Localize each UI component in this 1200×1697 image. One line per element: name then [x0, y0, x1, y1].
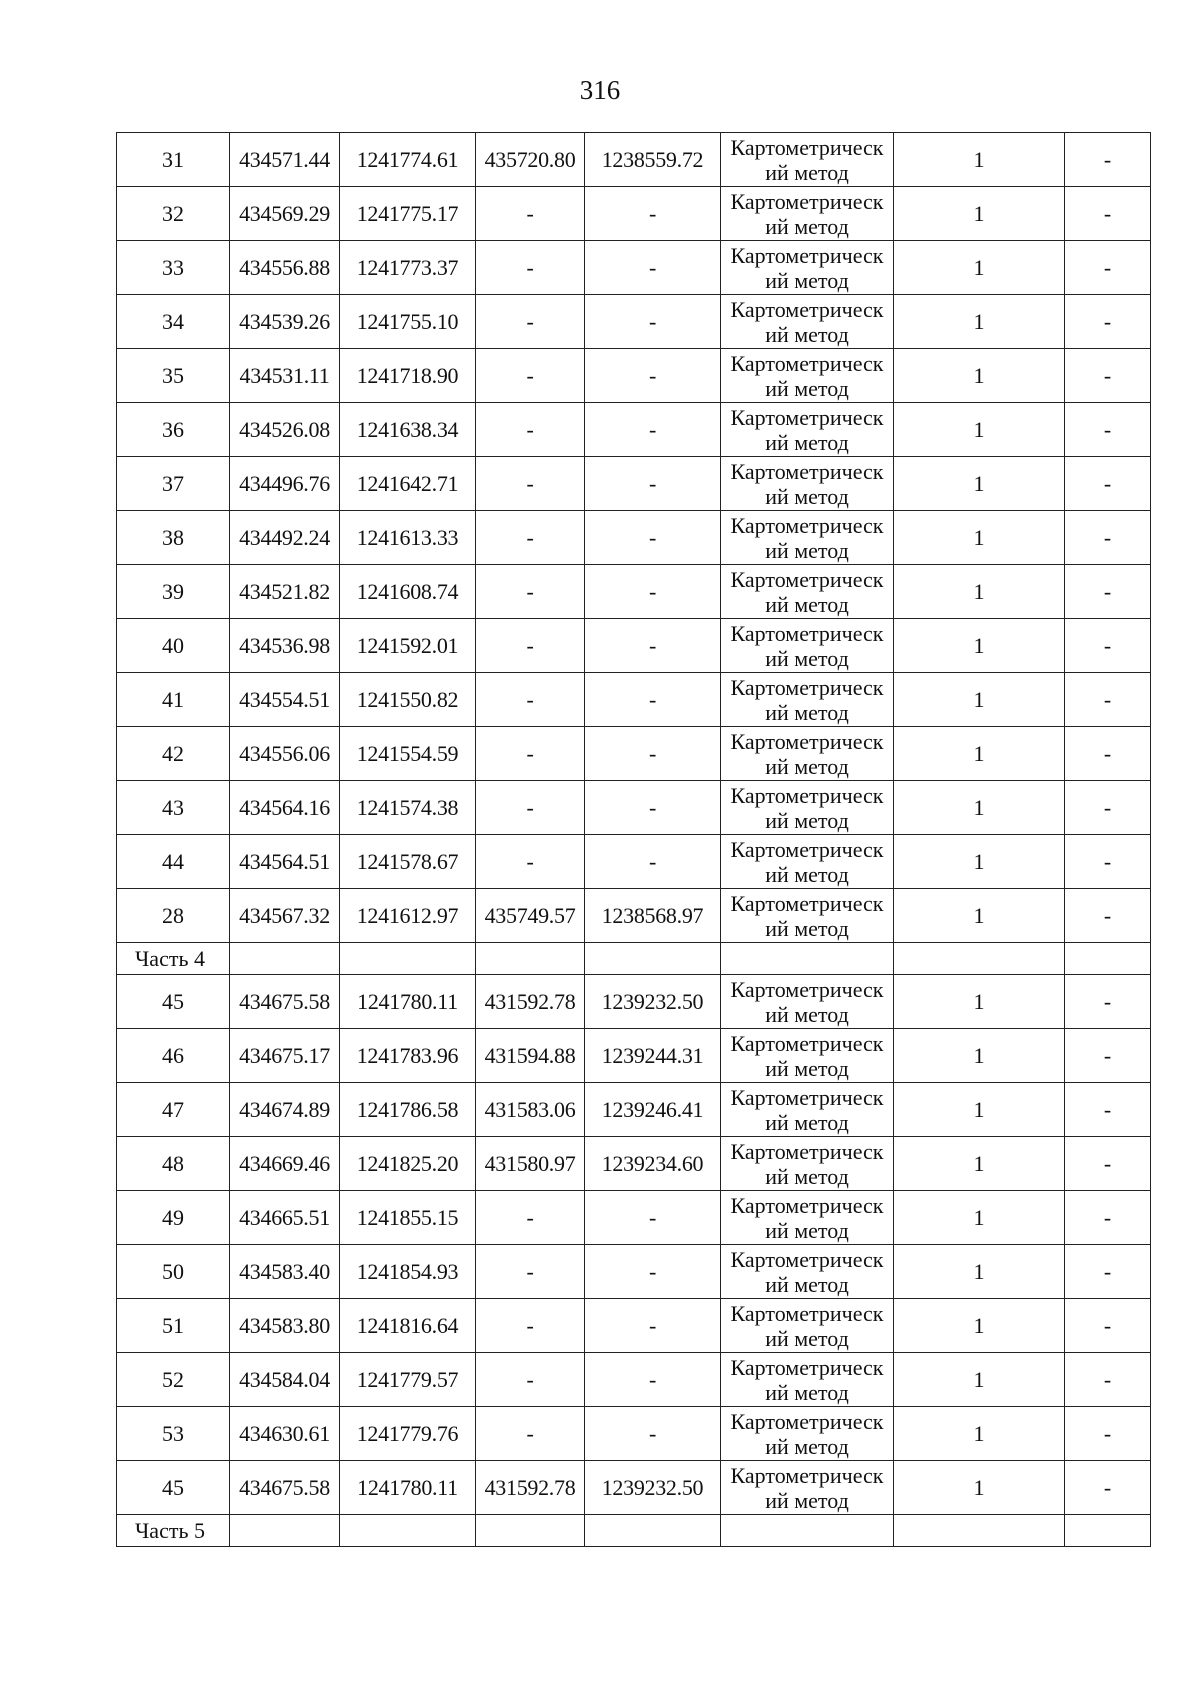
y-coordinate-cell: 1241578.67 [340, 835, 476, 889]
method-text-line-2: ий метод [765, 1109, 849, 1135]
table-row [117, 241, 1151, 295]
x-old-coordinate-cell: - [476, 1299, 585, 1353]
method-text-line-1: Картометрическ [730, 1084, 884, 1110]
page-number: 316 [579, 75, 621, 105]
y-old-coordinate-cell: - [585, 565, 721, 619]
method-cell [721, 781, 894, 835]
y-old-coordinate-cell: - [585, 1353, 721, 1407]
x-coordinate-cell: 434675.58 [230, 1461, 340, 1515]
table-row [117, 133, 1151, 187]
accuracy-cell: 1 [894, 727, 1065, 781]
accuracy-cell: 1 [894, 295, 1065, 349]
point-id-cell: 33 [117, 241, 230, 295]
x-old-coordinate-cell: - [476, 403, 585, 457]
y-coordinate-cell: 1241855.15 [340, 1191, 476, 1245]
y-old-coordinate-cell: - [585, 673, 721, 727]
x-old-coordinate-cell: - [476, 781, 585, 835]
method-text-line-1: Картометрическ [730, 620, 884, 646]
note-cell: - [1065, 1083, 1151, 1137]
method-text-line-2: ий метод [765, 375, 849, 401]
method-text-line-1: Картометрическ [730, 890, 884, 916]
point-id-cell: 49 [117, 1191, 230, 1245]
table-row [117, 1245, 1151, 1299]
note-cell: - [1065, 1029, 1151, 1083]
x-old-coordinate-cell: - [476, 295, 585, 349]
x-old-coordinate-cell: - [476, 565, 585, 619]
empty-cell [340, 1515, 476, 1547]
method-cell [721, 889, 894, 943]
method-cell [721, 511, 894, 565]
x-coordinate-cell: 434584.04 [230, 1353, 340, 1407]
table-row [117, 673, 1151, 727]
empty-cell [1065, 1515, 1151, 1547]
empty-cell [894, 943, 1065, 975]
x-old-coordinate-cell: - [476, 619, 585, 673]
table-row [117, 975, 1151, 1029]
empty-cell [230, 1515, 340, 1547]
note-cell: - [1065, 889, 1151, 943]
note-cell: - [1065, 187, 1151, 241]
note-cell: - [1065, 1137, 1151, 1191]
method-cell [721, 403, 894, 457]
accuracy-cell: 1 [894, 781, 1065, 835]
point-id-cell: 39 [117, 565, 230, 619]
y-old-coordinate-cell: - [585, 241, 721, 295]
x-old-coordinate-cell: - [476, 187, 585, 241]
method-text-line-1: Картометрическ [730, 1030, 884, 1056]
method-text-line-2: ий метод [765, 213, 849, 239]
method-text-line-2: ий метод [765, 1325, 849, 1351]
y-coordinate-cell: 1241612.97 [340, 889, 476, 943]
method-text-line-1: Картометрическ [730, 188, 884, 214]
y-old-coordinate-cell: 1239232.50 [585, 1461, 721, 1515]
x-old-coordinate-cell: - [476, 1191, 585, 1245]
empty-cell [476, 943, 585, 975]
x-coordinate-cell: 434564.51 [230, 835, 340, 889]
method-cell [721, 975, 894, 1029]
method-text-line-1: Картометрическ [730, 728, 884, 754]
point-id-cell: 53 [117, 1407, 230, 1461]
x-old-coordinate-cell: - [476, 511, 585, 565]
x-coordinate-cell: 434675.58 [230, 975, 340, 1029]
point-id-cell: 41 [117, 673, 230, 727]
section-label: Часть 4 [117, 943, 230, 975]
accuracy-cell: 1 [894, 241, 1065, 295]
accuracy-cell: 1 [894, 1353, 1065, 1407]
point-id-cell: 52 [117, 1353, 230, 1407]
x-old-coordinate-cell: - [476, 1353, 585, 1407]
method-cell [721, 295, 894, 349]
note-cell: - [1065, 727, 1151, 781]
y-coordinate-cell: 1241574.38 [340, 781, 476, 835]
point-id-cell: 31 [117, 133, 230, 187]
table-row [117, 727, 1151, 781]
method-text-line-2: ий метод [765, 699, 849, 725]
method-cell [721, 349, 894, 403]
method-text-line-1: Картометрическ [730, 674, 884, 700]
x-coordinate-cell: 434521.82 [230, 565, 340, 619]
method-text-line-2: ий метод [765, 321, 849, 347]
method-text-line-2: ий метод [765, 915, 849, 941]
note-cell: - [1065, 781, 1151, 835]
method-text-line-2: ий метод [765, 591, 849, 617]
table-row [117, 187, 1151, 241]
method-text-line-1: Картометрическ [730, 1462, 884, 1488]
method-text-line-2: ий метод [765, 1271, 849, 1297]
y-old-coordinate-cell: - [585, 781, 721, 835]
x-old-coordinate-cell: 431594.88 [476, 1029, 585, 1083]
y-coordinate-cell: 1241613.33 [340, 511, 476, 565]
y-old-coordinate-cell: 1239232.50 [585, 975, 721, 1029]
method-text-line-1: Картометрическ [730, 296, 884, 322]
accuracy-cell: 1 [894, 673, 1065, 727]
note-cell: - [1065, 1245, 1151, 1299]
accuracy-cell: 1 [894, 1407, 1065, 1461]
point-id-cell: 44 [117, 835, 230, 889]
method-cell [721, 133, 894, 187]
accuracy-cell: 1 [894, 457, 1065, 511]
point-id-cell: 46 [117, 1029, 230, 1083]
table-row [117, 1137, 1151, 1191]
method-text-line-1: Картометрическ [730, 1138, 884, 1164]
x-coordinate-cell: 434554.51 [230, 673, 340, 727]
x-coordinate-cell: 434496.76 [230, 457, 340, 511]
note-cell: - [1065, 673, 1151, 727]
method-cell [721, 1245, 894, 1299]
method-text-line-1: Картометрическ [730, 782, 884, 808]
y-coordinate-cell: 1241783.96 [340, 1029, 476, 1083]
x-old-coordinate-cell: 431583.06 [476, 1083, 585, 1137]
y-coordinate-cell: 1241775.17 [340, 187, 476, 241]
method-text-line-1: Картометрическ [730, 976, 884, 1002]
y-old-coordinate-cell: - [585, 1407, 721, 1461]
method-text-line-2: ий метод [765, 1163, 849, 1189]
y-old-coordinate-cell: - [585, 511, 721, 565]
accuracy-cell: 1 [894, 1245, 1065, 1299]
point-id-cell: 40 [117, 619, 230, 673]
method-cell [721, 1353, 894, 1407]
y-old-coordinate-cell: - [585, 1245, 721, 1299]
method-cell [721, 673, 894, 727]
method-cell [721, 1461, 894, 1515]
x-coordinate-cell: 434564.16 [230, 781, 340, 835]
y-old-coordinate-cell: - [585, 1299, 721, 1353]
note-cell: - [1065, 1353, 1151, 1407]
accuracy-cell: 1 [894, 1299, 1065, 1353]
method-text-line-1: Картометрическ [730, 1246, 884, 1272]
point-id-cell: 45 [117, 1461, 230, 1515]
method-text-line-1: Картометрическ [730, 1192, 884, 1218]
note-cell: - [1065, 403, 1151, 457]
method-cell [721, 1029, 894, 1083]
accuracy-cell: 1 [894, 511, 1065, 565]
y-old-coordinate-cell: 1238568.97 [585, 889, 721, 943]
method-cell [721, 1083, 894, 1137]
method-text-line-1: Картометрическ [730, 404, 884, 430]
method-text-line-1: Картометрическ [730, 566, 884, 592]
section-row [117, 1515, 1151, 1547]
table-row [117, 403, 1151, 457]
table-row [117, 1407, 1151, 1461]
point-id-cell: 32 [117, 187, 230, 241]
empty-cell [894, 1515, 1065, 1547]
method-text-line-1: Картометрическ [730, 836, 884, 862]
accuracy-cell: 1 [894, 1137, 1065, 1191]
note-cell: - [1065, 457, 1151, 511]
accuracy-cell: 1 [894, 187, 1065, 241]
x-coordinate-cell: 434556.88 [230, 241, 340, 295]
method-cell [721, 727, 894, 781]
empty-cell [585, 943, 721, 975]
y-coordinate-cell: 1241854.93 [340, 1245, 476, 1299]
y-old-coordinate-cell: - [585, 619, 721, 673]
method-text-line-1: Картометрическ [730, 1354, 884, 1380]
method-text-line-1: Картометрическ [730, 242, 884, 268]
point-id-cell: 48 [117, 1137, 230, 1191]
x-old-coordinate-cell: - [476, 1407, 585, 1461]
table-row [117, 457, 1151, 511]
x-old-coordinate-cell: - [476, 1245, 585, 1299]
method-text-line-2: ий метод [765, 753, 849, 779]
method-cell [721, 1299, 894, 1353]
empty-cell [721, 1515, 894, 1547]
method-text-line-2: ий метод [765, 1379, 849, 1405]
method-cell [721, 187, 894, 241]
y-coordinate-cell: 1241638.34 [340, 403, 476, 457]
x-coordinate-cell: 434569.29 [230, 187, 340, 241]
empty-cell [1065, 943, 1151, 975]
x-old-coordinate-cell: - [476, 727, 585, 781]
y-coordinate-cell: 1241774.61 [340, 133, 476, 187]
method-cell [721, 457, 894, 511]
x-coordinate-cell: 434669.46 [230, 1137, 340, 1191]
note-cell: - [1065, 1461, 1151, 1515]
y-old-coordinate-cell: - [585, 403, 721, 457]
accuracy-cell: 1 [894, 1029, 1065, 1083]
point-id-cell: 43 [117, 781, 230, 835]
y-coordinate-cell: 1241779.57 [340, 1353, 476, 1407]
y-old-coordinate-cell: 1239244.31 [585, 1029, 721, 1083]
table-row [117, 295, 1151, 349]
x-coordinate-cell: 434567.32 [230, 889, 340, 943]
method-text-line-2: ий метод [765, 267, 849, 293]
y-old-coordinate-cell: - [585, 349, 721, 403]
x-old-coordinate-cell: - [476, 241, 585, 295]
method-text-line-1: Картометрическ [730, 1408, 884, 1434]
y-old-coordinate-cell: 1239234.60 [585, 1137, 721, 1191]
accuracy-cell: 1 [894, 1083, 1065, 1137]
x-old-coordinate-cell: 435749.57 [476, 889, 585, 943]
accuracy-cell: 1 [894, 975, 1065, 1029]
empty-cell [721, 943, 894, 975]
y-coordinate-cell: 1241825.20 [340, 1137, 476, 1191]
point-id-cell: 42 [117, 727, 230, 781]
method-text-line-2: ий метод [765, 861, 849, 887]
point-id-cell: 51 [117, 1299, 230, 1353]
point-id-cell: 47 [117, 1083, 230, 1137]
table-row [117, 889, 1151, 943]
x-coordinate-cell: 434630.61 [230, 1407, 340, 1461]
table-row [117, 619, 1151, 673]
x-old-coordinate-cell: 431580.97 [476, 1137, 585, 1191]
x-coordinate-cell: 434571.44 [230, 133, 340, 187]
method-text-line-2: ий метод [765, 1487, 849, 1513]
accuracy-cell: 1 [894, 133, 1065, 187]
x-old-coordinate-cell: 431592.78 [476, 975, 585, 1029]
method-text-line-1: Картометрическ [730, 512, 884, 538]
method-text-line-2: ий метод [765, 1217, 849, 1243]
table-row [117, 1083, 1151, 1137]
note-cell: - [1065, 835, 1151, 889]
table-body [117, 133, 1151, 1547]
note-cell: - [1065, 975, 1151, 1029]
point-id-cell: 36 [117, 403, 230, 457]
note-cell: - [1065, 1299, 1151, 1353]
x-old-coordinate-cell: - [476, 349, 585, 403]
x-coordinate-cell: 434526.08 [230, 403, 340, 457]
empty-cell [230, 943, 340, 975]
note-cell: - [1065, 619, 1151, 673]
x-coordinate-cell: 434492.24 [230, 511, 340, 565]
method-text-line-1: Картометрическ [730, 350, 884, 376]
y-coordinate-cell: 1241786.58 [340, 1083, 476, 1137]
x-coordinate-cell: 434665.51 [230, 1191, 340, 1245]
method-text-line-2: ий метод [765, 159, 849, 185]
method-cell [721, 565, 894, 619]
y-old-coordinate-cell: - [585, 835, 721, 889]
accuracy-cell: 1 [894, 619, 1065, 673]
method-cell [721, 241, 894, 295]
x-coordinate-cell: 434531.11 [230, 349, 340, 403]
x-old-coordinate-cell: - [476, 457, 585, 511]
accuracy-cell: 1 [894, 1191, 1065, 1245]
y-old-coordinate-cell: - [585, 295, 721, 349]
method-text-line-2: ий метод [765, 537, 849, 563]
method-text-line-2: ий метод [765, 1001, 849, 1027]
table-row [117, 349, 1151, 403]
point-id-cell: 37 [117, 457, 230, 511]
y-coordinate-cell: 1241780.11 [340, 975, 476, 1029]
table-row [117, 835, 1151, 889]
note-cell: - [1065, 295, 1151, 349]
empty-cell [585, 1515, 721, 1547]
point-id-cell: 28 [117, 889, 230, 943]
table-row [117, 1299, 1151, 1353]
x-coordinate-cell: 434536.98 [230, 619, 340, 673]
y-coordinate-cell: 1241755.10 [340, 295, 476, 349]
coordinates-table [116, 132, 1151, 1547]
x-coordinate-cell: 434583.40 [230, 1245, 340, 1299]
note-cell: - [1065, 241, 1151, 295]
y-old-coordinate-cell: - [585, 727, 721, 781]
accuracy-cell: 1 [894, 1461, 1065, 1515]
method-text-line-2: ий метод [765, 645, 849, 671]
method-text-line-1: Картометрическ [730, 1300, 884, 1326]
table-row [117, 511, 1151, 565]
table-row [117, 565, 1151, 619]
note-cell: - [1065, 511, 1151, 565]
note-cell: - [1065, 1407, 1151, 1461]
point-id-cell: 50 [117, 1245, 230, 1299]
y-coordinate-cell: 1241773.37 [340, 241, 476, 295]
method-text-line-2: ий метод [765, 429, 849, 455]
method-text-line-2: ий метод [765, 483, 849, 509]
method-cell [721, 1191, 894, 1245]
y-coordinate-cell: 1241592.01 [340, 619, 476, 673]
y-old-coordinate-cell: - [585, 457, 721, 511]
y-coordinate-cell: 1241608.74 [340, 565, 476, 619]
y-coordinate-cell: 1241816.64 [340, 1299, 476, 1353]
note-cell: - [1065, 349, 1151, 403]
x-coordinate-cell: 434675.17 [230, 1029, 340, 1083]
point-id-cell: 34 [117, 295, 230, 349]
accuracy-cell: 1 [894, 403, 1065, 457]
point-id-cell: 45 [117, 975, 230, 1029]
method-cell [721, 1407, 894, 1461]
y-coordinate-cell: 1241780.11 [340, 1461, 476, 1515]
y-old-coordinate-cell: - [585, 187, 721, 241]
section-row [117, 943, 1151, 975]
method-text-line-2: ий метод [765, 1055, 849, 1081]
x-old-coordinate-cell: - [476, 673, 585, 727]
note-cell: - [1065, 1191, 1151, 1245]
x-coordinate-cell: 434674.89 [230, 1083, 340, 1137]
method-cell [721, 835, 894, 889]
method-text-line-1: Картометрическ [730, 458, 884, 484]
x-old-coordinate-cell: - [476, 835, 585, 889]
x-coordinate-cell: 434556.06 [230, 727, 340, 781]
method-cell [721, 1137, 894, 1191]
y-coordinate-cell: 1241554.59 [340, 727, 476, 781]
accuracy-cell: 1 [894, 889, 1065, 943]
table-row [117, 1353, 1151, 1407]
x-old-coordinate-cell: 435720.80 [476, 133, 585, 187]
y-coordinate-cell: 1241550.82 [340, 673, 476, 727]
empty-cell [340, 943, 476, 975]
y-old-coordinate-cell: 1238559.72 [585, 133, 721, 187]
y-coordinate-cell: 1241642.71 [340, 457, 476, 511]
method-text-line-1: Картометрическ [730, 134, 884, 160]
y-coordinate-cell: 1241718.90 [340, 349, 476, 403]
empty-cell [476, 1515, 585, 1547]
x-coordinate-cell: 434539.26 [230, 295, 340, 349]
x-coordinate-cell: 434583.80 [230, 1299, 340, 1353]
table-row [117, 1191, 1151, 1245]
accuracy-cell: 1 [894, 835, 1065, 889]
y-old-coordinate-cell: - [585, 1191, 721, 1245]
accuracy-cell: 1 [894, 565, 1065, 619]
point-id-cell: 35 [117, 349, 230, 403]
accuracy-cell: 1 [894, 349, 1065, 403]
y-old-coordinate-cell: 1239246.41 [585, 1083, 721, 1137]
table-row [117, 1461, 1151, 1515]
note-cell: - [1065, 565, 1151, 619]
table-row [117, 1029, 1151, 1083]
table-row [117, 781, 1151, 835]
y-coordinate-cell: 1241779.76 [340, 1407, 476, 1461]
note-cell: - [1065, 133, 1151, 187]
method-text-line-2: ий метод [765, 807, 849, 833]
method-text-line-2: ий метод [765, 1433, 849, 1459]
x-old-coordinate-cell: 431592.78 [476, 1461, 585, 1515]
point-id-cell: 38 [117, 511, 230, 565]
section-label: Часть 5 [117, 1515, 230, 1547]
method-cell [721, 619, 894, 673]
